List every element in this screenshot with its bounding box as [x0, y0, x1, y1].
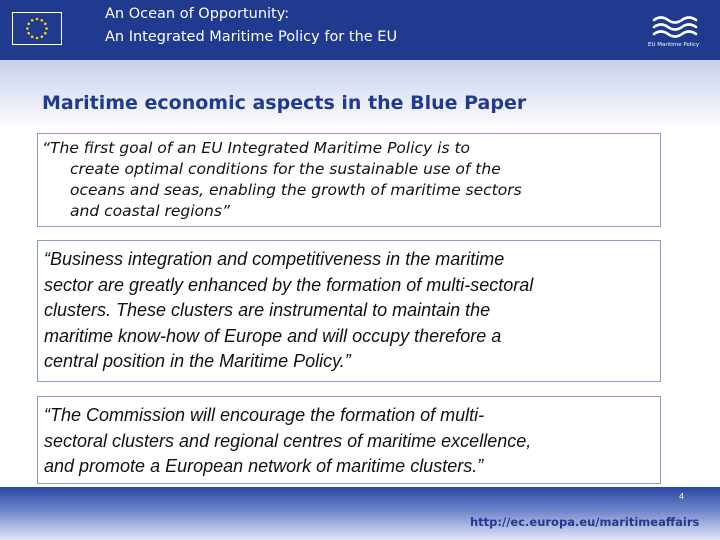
quote-1-line: and coastal regions” — [70, 202, 230, 220]
quote-2-line: clusters. These clusters are instrumental to maintain the — [44, 300, 491, 320]
quote-2-line: “Business integration and competitiveness in the maritime — [44, 249, 505, 269]
quote-2-line: maritime know-how of Europe and will occupy therefore a — [44, 325, 502, 346]
quote-1 — [42, 138, 662, 222]
logo-label: EU Maritime Policy — [648, 42, 700, 48]
quote-3 — [44, 403, 658, 480]
footer-band — [0, 487, 720, 540]
quote-2-line: central position in the Maritime Policy.” — [44, 351, 351, 371]
quote-1-line: “The first goal of an EU Integrated Maritime Policy is to — [42, 139, 471, 157]
footer-url-link[interactable]: http://ec.europa.eu/maritimeaffairs — [470, 515, 700, 529]
quote-3-line: “The Commission will encourage the formation of multi- — [44, 405, 485, 425]
quote-2 — [44, 247, 658, 375]
slide-title: Maritime economic aspects in the Blue Paper — [42, 92, 527, 114]
quote-3-line: sectoral clusters and regional centres of maritime excellence, — [44, 430, 532, 451]
quote-1-line: oceans and seas, enabling the growth of maritime sectors — [70, 181, 522, 199]
page-number: 4 — [679, 492, 685, 501]
quote-3-line: and promote a European network of maritime clusters.” — [44, 456, 484, 476]
header-subtitle: An Integrated Maritime Policy for the EU — [105, 29, 398, 45]
quote-1-line: create optimal conditions for the sustainable use of the — [70, 160, 501, 178]
header-title: An Ocean of Opportunity: — [105, 6, 290, 22]
eu-flag-icon — [12, 12, 62, 45]
quote-2-line: sector are greatly enhanced by the formation of multi-sectoral — [44, 274, 534, 295]
